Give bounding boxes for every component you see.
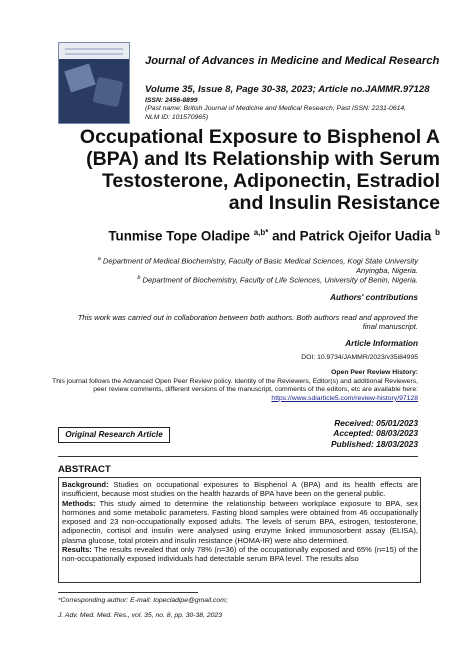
- review-history-link[interactable]: https://www.sdiarticle5.com/review-history/97128: [271, 394, 418, 402]
- title-line: Testosterone, Adiponectin, Estradiol: [101, 170, 440, 192]
- peer-review-text: This journal follows the Advanced Open Peer Review policy. Identity of the Reviewers, Editor(s) and additional Reviewers, peer review comments, different versions of the manuscript, comments of the editors, etc are available here: https://www.sdiarticle5.com/review-history/97128: [52, 378, 418, 402]
- issn: ISSN: 2456-8899: [145, 97, 198, 104]
- article-dates: [260, 418, 418, 449]
- affiliation-a: $^a$ Department of Medical Biochemistry, Faculty of Basic Medical Sciences, Kogi State University Anyingba, Nigeria.: [97, 256, 418, 275]
- journal-cover-image: [58, 42, 130, 124]
- contributions-heading: Authors' contributions: [330, 293, 418, 302]
- abstract-heading: ABSTRACT: [58, 464, 111, 475]
- affiliation-b: $^b$ Department of Biochemistry, Faculty of Life Sciences, University of Benin, Nigeria.: [137, 275, 418, 285]
- past-name: (Past name: British Journal of Medicine and Medical Research, Past ISSN: 2231-0614, NLM ID: 101570965): [145, 105, 407, 121]
- received-date: Received: 05/01/2023: [334, 418, 418, 428]
- author-list: Tunmise Tope Oladipe $^{a,b*}$ and Patrick Ojeifor Uadia $^b$: [108, 228, 440, 244]
- author-name: Patrick Ojeifor Uadia: [299, 228, 432, 244]
- author-superscript: b: [435, 228, 440, 237]
- contributions-text: This work was carried out in collaboration between both authors. Both authors read and approved the final manuscript.: [77, 313, 418, 332]
- footnote-divider: [58, 592, 198, 593]
- divider: [58, 456, 418, 457]
- volume-line: Volume 35, Issue 8, Page 30-38, 2023; Article no.JAMMR.97128: [145, 84, 430, 95]
- author-superscript: a,b*: [253, 228, 269, 237]
- title-line: Occupational Exposure to Bisphenol A: [79, 126, 440, 148]
- title-line: and Insulin Resistance: [228, 192, 440, 214]
- published-date: Published: 18/03/2023: [330, 438, 418, 449]
- citation: J. Adv. Med. Med. Res., vol. 35, no. 8, pp. 30-38, 2023: [58, 612, 222, 619]
- abstract-box: Background: Studies on occupational exposures to Bisphenol A (BPA) and its health effects are insufficient, because most studies on the health hazards of BPA have been on the general public. Methods: This study aimed to determine the relationship between workplace exposure to BPA, sex hormones and some metabolic parameters. Fasting blood samples were obtained from 46 occupationally exposed and 23 non-occupationally exposed adults. The levels of serum BPA, estrogen, testosterone, adiponectin, cortisol and insulin were analysed using enzyme linked immunosorbent assay (ELISA), plasma glucose, total protein and insulin resistance (HOMA-IR) were also determined. Results: The results revealed that only 78% (n=36) of the occupationally exposed and 65% (n=15) of the non-occupationally exposed individuals had detectable serum BPA level. The results also: [58, 477, 421, 583]
- accepted-date: Accepted: 08/03/2023: [333, 428, 418, 439]
- author-name: Tunmise Tope Oladipe: [108, 228, 250, 244]
- paper-title: [34, 126, 440, 214]
- article-info-heading: Article Information: [345, 339, 418, 348]
- journal-name: Journal of Advances in Medicine and Medical Research: [145, 55, 440, 67]
- peer-review-heading: Open Peer Review History:: [331, 369, 418, 376]
- corresponding-author: *Corresponding author: E-mail: topecladipe@gmail.com;: [58, 597, 228, 604]
- title-line: (BPA) and Its Relationship with Serum: [86, 148, 440, 170]
- article-type-badge: Original Research Article: [58, 427, 170, 443]
- doi: DOI: 10.9734/JAMMR/2023/v35i84995: [301, 354, 418, 361]
